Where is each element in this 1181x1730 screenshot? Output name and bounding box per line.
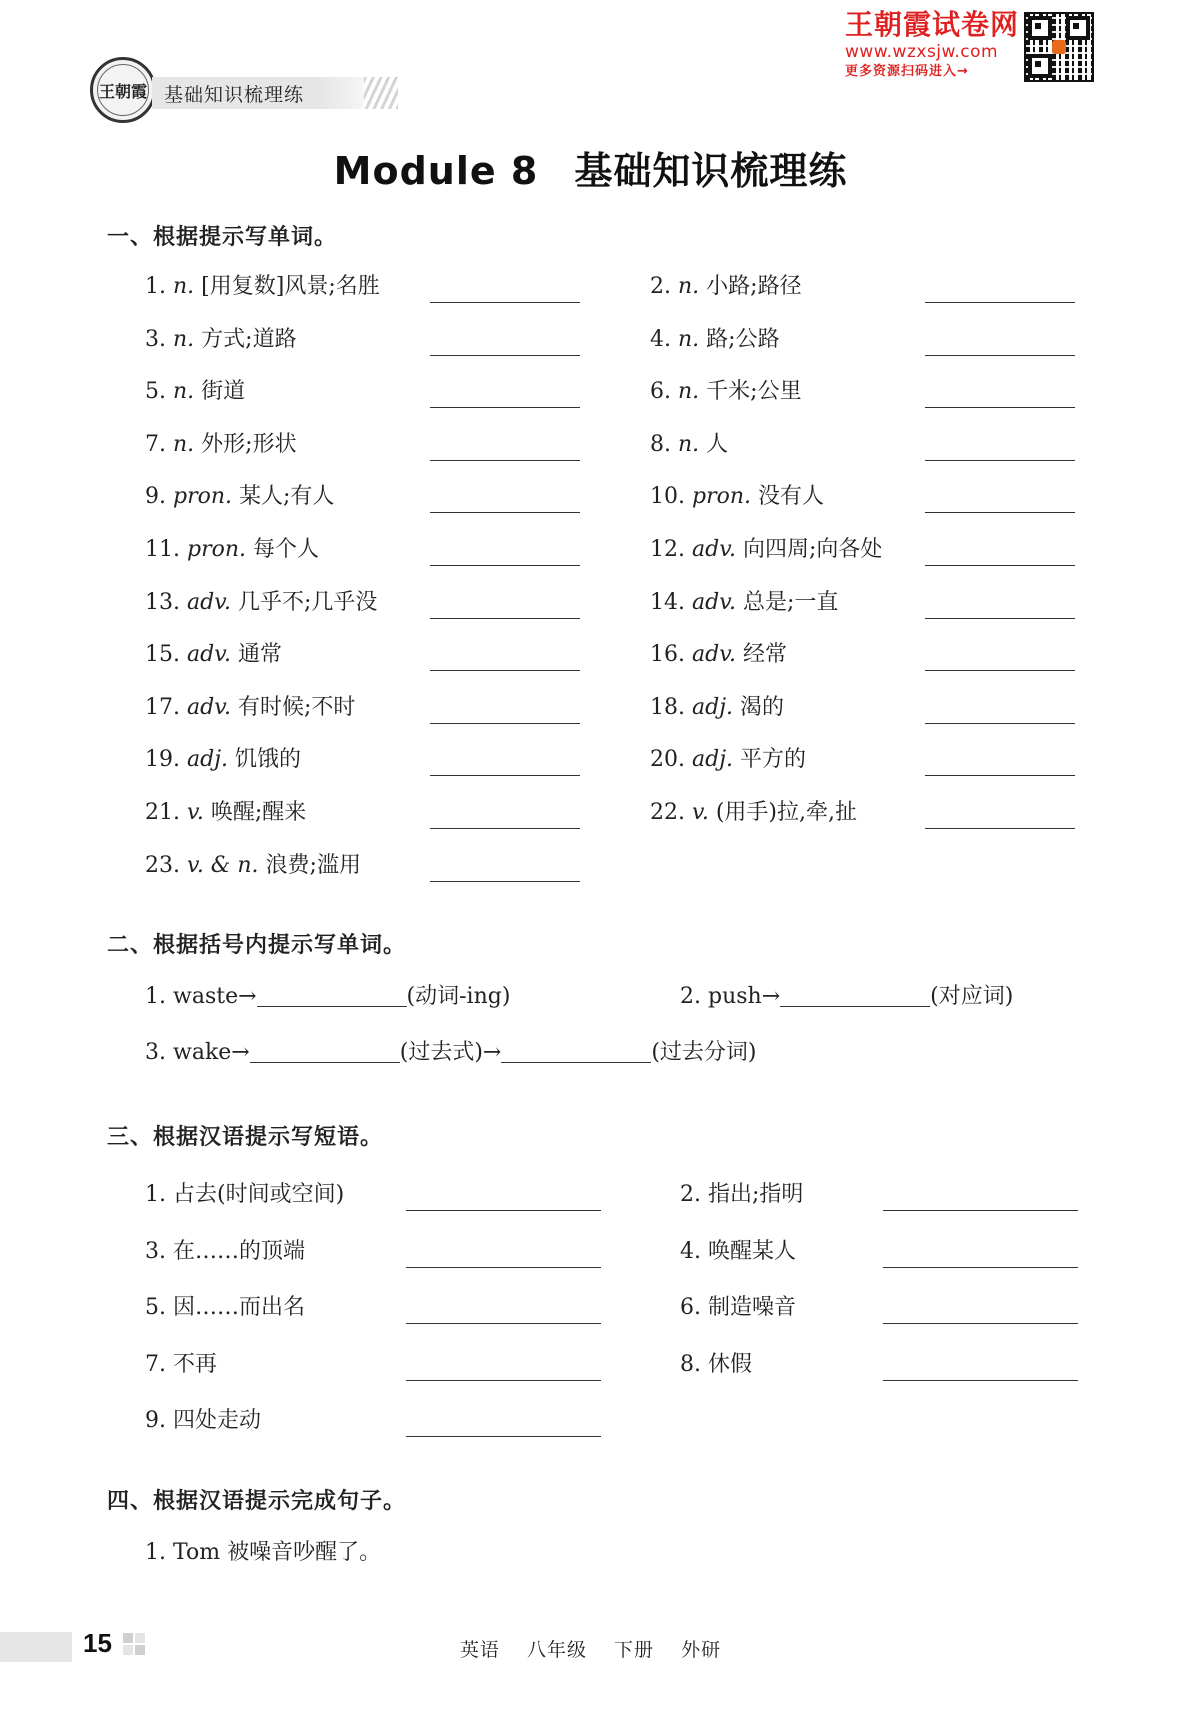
footer-volume: 下册	[614, 1639, 655, 1661]
item-hint: (过去分词)	[651, 1040, 757, 1065]
answer-blank[interactable]	[430, 565, 580, 566]
answer-blank[interactable]	[925, 565, 1075, 566]
item-number: 2.	[650, 274, 671, 299]
item-number: 23.	[145, 852, 180, 878]
logo-ring	[97, 64, 149, 116]
item-text: 四处走动	[173, 1408, 262, 1433]
item-text: 千米;公里	[706, 379, 802, 405]
item-number: 18.	[650, 694, 685, 720]
answer-blank[interactable]	[925, 775, 1075, 776]
item-number: 16.	[650, 642, 685, 668]
answer-blank[interactable]	[925, 302, 1075, 303]
title-module: Module 8	[333, 149, 539, 193]
item-text: 在……的顶端	[173, 1238, 306, 1264]
item-pos: adv.	[187, 694, 232, 720]
section1-item	[145, 482, 334, 512]
section1-item	[650, 588, 838, 618]
section1-item	[145, 693, 355, 723]
section4-heading: 四、根据汉语提示完成句子。	[107, 1489, 407, 1514]
section2-heading: 二、根据括号内提示写单词。	[107, 933, 407, 958]
section3-item	[680, 1293, 796, 1323]
item-pos: pron.	[187, 537, 247, 562]
section1-item	[650, 640, 787, 670]
qr-corner	[1028, 54, 1052, 78]
item-text: 没有人	[758, 484, 825, 510]
answer-blank[interactable]	[257, 982, 407, 1007]
section1-item	[650, 272, 802, 302]
answer-blank[interactable]	[406, 1380, 601, 1381]
item-text: 唤醒;醒来	[210, 800, 307, 825]
section1-item	[650, 535, 882, 565]
item-number: 7.	[145, 431, 166, 457]
item-text: 通常	[238, 642, 283, 668]
item-number: 13.	[145, 589, 180, 615]
site-url[interactable]: www.wzxsjw.com	[845, 42, 999, 62]
item-pos: adv.	[187, 589, 232, 615]
answer-blank[interactable]	[406, 1323, 601, 1324]
answer-blank[interactable]	[883, 1380, 1078, 1381]
item-number: 8.	[680, 1351, 701, 1377]
answer-blank[interactable]	[883, 1323, 1078, 1324]
answer-blank[interactable]	[430, 355, 580, 356]
qr-center-dot	[1052, 40, 1066, 54]
item-number: 6.	[680, 1295, 701, 1320]
item-text: 有时候;不时	[238, 694, 356, 720]
item-pos: adj.	[692, 747, 734, 773]
section3-item	[680, 1180, 803, 1210]
section3-item	[145, 1406, 261, 1436]
answer-blank[interactable]	[925, 723, 1075, 724]
item-number: 6.	[650, 379, 671, 405]
item-number: 9.	[145, 1408, 166, 1433]
item-pos: pron.	[173, 484, 233, 510]
section1-item	[650, 325, 780, 355]
item-number: 2.	[680, 984, 701, 1009]
section1-item	[145, 377, 245, 407]
section1-item	[145, 745, 301, 775]
section1-item	[650, 745, 806, 775]
item-text: 休假	[708, 1351, 753, 1377]
answer-blank[interactable]	[780, 982, 930, 1007]
answer-blank[interactable]	[430, 460, 580, 461]
item-text: [用复数]风景;名胜	[201, 274, 380, 299]
item-number: 11.	[145, 537, 180, 562]
section1-item	[145, 851, 361, 881]
site-cta: 更多资源扫码进入→	[845, 64, 969, 79]
title-subtitle: 基础知识梳理练	[574, 149, 848, 193]
item-text: Tom 被噪音吵醒了。	[173, 1540, 382, 1565]
item-text: 唤醒某人	[708, 1238, 797, 1264]
answer-blank[interactable]	[925, 828, 1075, 829]
answer-blank[interactable]	[925, 460, 1075, 461]
item-number: 4.	[650, 326, 671, 352]
item-word: wake→	[173, 1040, 250, 1065]
item-text: 渴的	[740, 694, 785, 720]
item-pos: n.	[173, 326, 195, 352]
item-number: 3.	[145, 326, 166, 352]
item-pos: v. & n.	[187, 852, 259, 878]
answer-blank[interactable]	[430, 723, 580, 724]
item-number: 2.	[680, 1182, 701, 1207]
item-text: 总是;一直	[743, 589, 839, 615]
item-pos: n.	[678, 326, 700, 352]
item-text: 指出;指明	[708, 1182, 804, 1207]
answer-blank[interactable]	[883, 1210, 1078, 1211]
item-word: push→	[708, 984, 781, 1009]
page-number: 15	[83, 1628, 112, 1658]
answer-blank[interactable]	[501, 1038, 651, 1063]
section3-item	[680, 1237, 796, 1267]
item-text: 路;公路	[706, 326, 780, 352]
site-name: 王朝霞试卷网	[845, 8, 1020, 41]
item-number: 1.	[145, 1540, 166, 1565]
section4-item-1	[145, 1538, 381, 1568]
page-title	[0, 140, 1181, 195]
section2-item-1	[145, 982, 510, 1012]
item-pos: n.	[173, 274, 195, 299]
section1-item	[650, 693, 784, 723]
section1-item	[650, 377, 802, 407]
item-word: waste→	[173, 984, 257, 1009]
answer-blank[interactable]	[925, 355, 1075, 356]
item-text: 每个人	[253, 537, 320, 562]
section3-heading: 三、根据汉语提示写短语。	[107, 1125, 384, 1150]
item-text: 经常	[743, 642, 788, 668]
site-brand[interactable]	[845, 8, 1019, 82]
item-number: 7.	[145, 1351, 166, 1377]
qr-corner	[1066, 16, 1090, 40]
item-number: 14.	[650, 589, 685, 615]
section1-item	[650, 430, 728, 460]
item-text: 方式;道路	[201, 326, 297, 352]
item-number: 20.	[650, 747, 685, 773]
section1-item	[145, 588, 377, 618]
logo-text: 王朝霞	[98, 81, 147, 101]
item-text: 浪费;滥用	[265, 852, 361, 878]
section3-item	[145, 1180, 344, 1210]
section1-item	[145, 325, 297, 355]
item-number: 10.	[650, 484, 685, 510]
item-number: 21.	[145, 800, 180, 825]
answer-blank[interactable]	[430, 670, 580, 671]
item-number: 8.	[650, 431, 671, 457]
item-text: 因……而出名	[173, 1295, 306, 1320]
item-number: 3.	[145, 1040, 166, 1065]
item-pos: pron.	[692, 484, 752, 510]
item-pos: n.	[173, 431, 195, 457]
item-number: 1.	[145, 984, 166, 1009]
item-text: 某人;有人	[239, 484, 335, 510]
answer-blank[interactable]	[430, 407, 580, 408]
footer-edition: 外研	[681, 1639, 722, 1661]
section3-item	[145, 1237, 305, 1267]
item-pos: adv.	[692, 537, 737, 562]
answer-blank[interactable]	[925, 407, 1075, 408]
item-text: 不再	[173, 1351, 218, 1377]
item-pos: adv.	[187, 642, 232, 668]
item-number: 22.	[650, 800, 685, 825]
answer-blank[interactable]	[430, 775, 580, 776]
item-number: 12.	[650, 537, 685, 562]
answer-blank[interactable]	[925, 618, 1075, 619]
answer-blank[interactable]	[406, 1210, 601, 1211]
item-text: 街道	[201, 379, 246, 405]
item-number: 1.	[145, 274, 166, 299]
item-text: 人	[706, 431, 729, 457]
section2-item-3	[145, 1038, 757, 1068]
footer-subject: 英语	[459, 1639, 500, 1661]
answer-blank[interactable]	[883, 1267, 1078, 1268]
item-hint: (动词-ing)	[406, 984, 511, 1009]
qr-corner	[1028, 16, 1052, 40]
section1-item	[145, 640, 282, 670]
section1-item	[145, 535, 319, 565]
answer-blank[interactable]	[430, 618, 580, 619]
section3-item	[680, 1350, 752, 1380]
section1-item	[145, 272, 380, 302]
item-pos: adv.	[692, 589, 737, 615]
item-text: 占去(时间或空间)	[173, 1182, 345, 1207]
item-pos: v.	[692, 800, 709, 825]
item-number: 19.	[145, 747, 180, 773]
item-pos: n.	[678, 379, 700, 405]
item-hint: (对应词)	[930, 984, 1014, 1009]
item-pos: adj.	[692, 694, 734, 720]
item-pos: v.	[187, 800, 204, 825]
item-text: 几乎不;几乎没	[238, 589, 378, 615]
publisher-logo	[90, 57, 156, 123]
section1-item	[145, 430, 297, 460]
answer-blank[interactable]	[430, 302, 580, 303]
item-hint: (过去式)→	[399, 1040, 502, 1065]
answer-blank[interactable]	[430, 828, 580, 829]
item-text: (用手)拉,牵,扯	[715, 800, 857, 825]
qr-code-icon[interactable]	[1024, 12, 1094, 82]
item-number: 15.	[145, 642, 180, 668]
answer-blank[interactable]	[925, 670, 1075, 671]
section1-item	[650, 482, 824, 512]
footer-grade: 八年级	[526, 1639, 587, 1661]
answer-blank[interactable]	[925, 512, 1075, 513]
item-text: 平方的	[740, 747, 807, 773]
item-text: 小路;路径	[706, 274, 802, 299]
item-number: 4.	[680, 1238, 701, 1264]
header-tag: 基础知识梳理练	[152, 77, 364, 109]
footer-info	[0, 1635, 1181, 1662]
item-text: 向四周;向各处	[743, 537, 883, 562]
section1-heading: 一、根据提示写单词。	[107, 225, 338, 250]
item-pos: n.	[678, 274, 700, 299]
item-number: 3.	[145, 1238, 166, 1264]
item-pos: n.	[678, 431, 700, 457]
item-number: 5.	[145, 379, 166, 405]
item-pos: adj.	[187, 747, 229, 773]
answer-blank[interactable]	[406, 1436, 601, 1437]
section3-item	[145, 1350, 217, 1380]
item-number: 9.	[145, 484, 166, 510]
answer-blank[interactable]	[430, 512, 580, 513]
item-number: 1.	[145, 1182, 166, 1207]
item-pos: adv.	[692, 642, 737, 668]
section1-item	[650, 798, 857, 828]
item-number: 5.	[145, 1295, 166, 1320]
section3-item	[145, 1293, 305, 1323]
section2-item-2	[680, 982, 1013, 1012]
answer-blank[interactable]	[250, 1038, 400, 1063]
item-number: 17.	[145, 694, 180, 720]
section1-item	[145, 798, 306, 828]
answer-blank[interactable]	[406, 1267, 601, 1268]
item-text: 制造噪音	[708, 1295, 797, 1320]
item-text: 饥饿的	[235, 747, 302, 773]
item-pos: n.	[173, 379, 195, 405]
item-text: 外形;形状	[201, 431, 297, 457]
answer-blank[interactable]	[430, 881, 580, 882]
